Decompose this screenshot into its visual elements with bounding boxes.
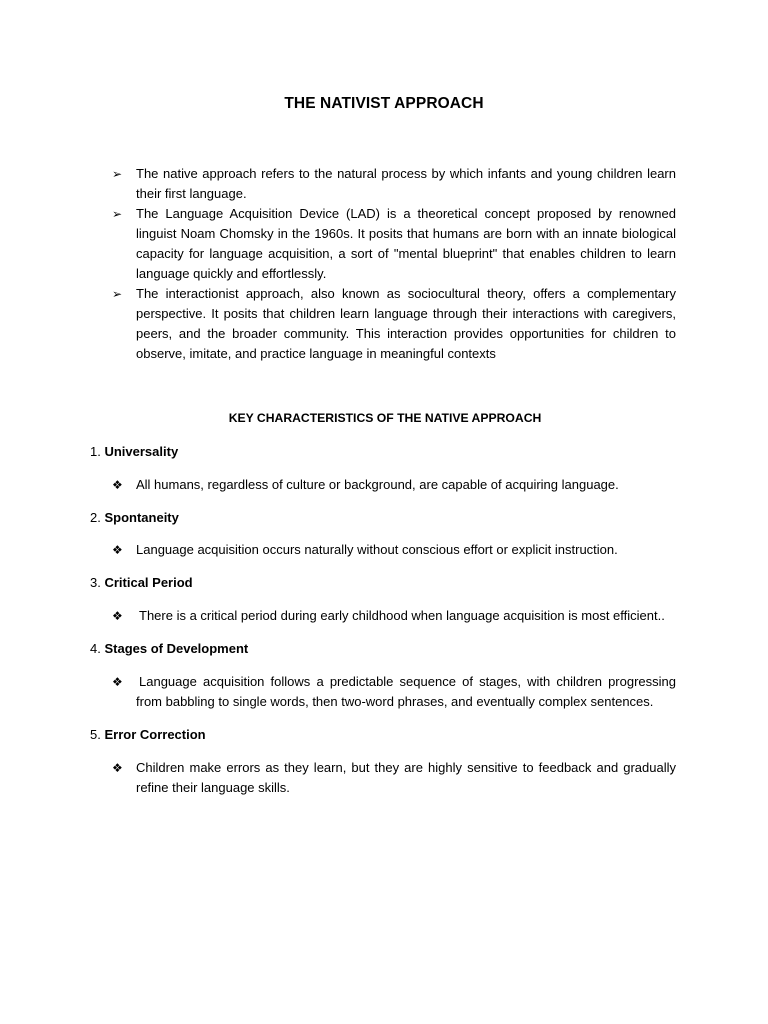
characteristic-point (112, 475, 676, 495)
characteristic-heading (90, 444, 178, 460)
characteristic-point (112, 606, 676, 626)
characteristic-point-text: Language acquisition occurs naturally without conscious effort or explicit instruction. (136, 542, 618, 557)
characteristic-number: 3. (90, 575, 101, 590)
characteristic-name: Spontaneity (104, 510, 179, 525)
arrow-bullet-icon: ➢ (112, 167, 123, 181)
characteristic-name: Error Correction (104, 727, 206, 742)
characteristic-heading (90, 510, 179, 526)
diamond-bullet-icon: ❖ (112, 478, 123, 492)
characteristic-point-text: All humans, regardless of culture or background, are capable of acquiring language. (136, 477, 619, 492)
intro-bullet (112, 204, 676, 284)
arrow-bullet-icon: ➢ (112, 207, 123, 221)
intro-bullet (112, 164, 676, 204)
intro-bullet-text: The native approach refers to the natural process by which infants and young children learn their first language. (136, 166, 676, 201)
document-title: THE NATIVIST APPROACH (284, 95, 484, 112)
diamond-bullet-icon: ❖ (112, 675, 123, 689)
characteristic-number: 2. (90, 510, 101, 525)
characteristic-point-text: Children make errors as they learn, but they are highly sensitive to feedback and gradually refine their language skills. (136, 760, 676, 795)
characteristic-heading (90, 641, 248, 657)
intro-bullet-text: The interactionist approach, also known as sociocultural theory, offers a complementary perspective. It posits that children learn language through their interactions with caregivers, peers, and the broader community. This interaction provides opportunities for children to observe, imitate, and practice language in meaningful contexts (136, 286, 676, 361)
characteristic-point (112, 672, 676, 712)
diamond-bullet-icon: ❖ (112, 543, 123, 557)
characteristic-name: Universality (104, 444, 179, 459)
intro-bullet-text: The Language Acquisition Device (LAD) is a theoretical concept proposed by renowned linguist Noam Chomsky in the 1960s. It posits that humans are born with an innate biological capacity for language acquisition, a sort of "mental blueprint" that enables children to learn language quickly and effortlessly. (136, 206, 676, 281)
characteristic-point (112, 758, 676, 798)
characteristic-number: 4. (90, 641, 101, 656)
characteristic-heading (90, 575, 193, 591)
characteristic-heading (90, 727, 206, 743)
diamond-bullet-icon: ❖ (112, 609, 123, 623)
arrow-bullet-icon: ➢ (112, 287, 123, 301)
characteristic-point-text: Language acquisition follows a predictable sequence of stages, with children progressing from babbling to single words, then two-word phrases, and eventually complex sentences. (136, 674, 676, 709)
characteristic-name: Critical Period (104, 575, 193, 590)
intro-bullet-list (112, 164, 676, 364)
characteristic-name: Stages of Development (104, 641, 249, 656)
diamond-bullet-icon: ❖ (112, 761, 123, 775)
characteristic-point (112, 540, 676, 560)
characteristic-point-text: There is a critical period during early childhood when language acquisition is most efficient.. (139, 608, 665, 623)
section-title: KEY CHARACTERISTICS OF THE NATIVE APPROACH (228, 411, 542, 425)
characteristic-number: 5. (90, 727, 101, 742)
characteristic-number: 1. (90, 444, 101, 459)
intro-bullet (112, 284, 676, 364)
